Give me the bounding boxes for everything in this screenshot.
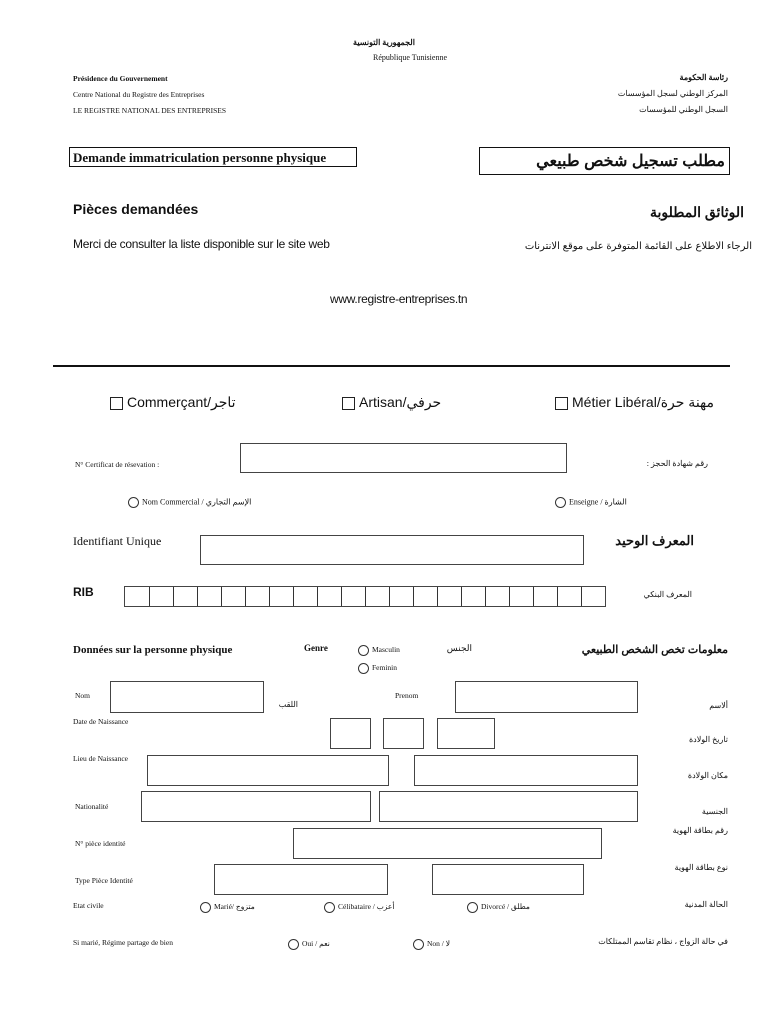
genre-label-ar: الجنس — [446, 643, 472, 653]
checkbox-commercant[interactable] — [110, 397, 123, 410]
checkbox-liberal[interactable] — [555, 397, 568, 410]
nationalite-ar-input[interactable] — [379, 791, 638, 822]
radio-enseigne-label: Enseigne / الشارة — [569, 497, 627, 507]
radio-divorce-circle[interactable] — [467, 902, 478, 913]
date-month-input[interactable] — [383, 718, 424, 749]
activity-artisan[interactable] — [342, 394, 441, 411]
reservation-label-ar: رقم شهادة الحجز : — [646, 459, 708, 468]
nom-input[interactable] — [110, 681, 264, 713]
regime-label: Si marié, Régime partage de bien — [73, 938, 173, 947]
reservation-number-input[interactable] — [240, 443, 567, 473]
title-fr-box: Demande immatriculation personne physique — [69, 147, 357, 167]
radio-masculin-circle[interactable] — [358, 645, 369, 656]
rib-digit-cell[interactable] — [317, 587, 342, 606]
rib-digit-cell[interactable] — [341, 587, 366, 606]
type-piece-fr-input[interactable] — [214, 864, 388, 895]
checkbox-artisan[interactable] — [342, 397, 355, 410]
header-country-ar: الجمهورية التونسية — [353, 38, 415, 47]
date-year-input[interactable] — [437, 718, 495, 749]
header-left-line-1: Présidence du Gouvernement — [73, 74, 168, 83]
pieces-heading-ar: الوثائق المطلوبة — [649, 204, 744, 220]
etat-civile-label-ar: الحالة المدنية — [684, 900, 728, 909]
radio-nom-commercial[interactable] — [128, 497, 251, 508]
radio-enseigne[interactable] — [555, 497, 627, 508]
pieces-text-ar: الرجاء الاطلاع على القائمة المتوفرة على موقع الانترنات — [524, 241, 752, 252]
rib-digit-cell[interactable] — [461, 587, 486, 606]
header-right-line-1: رئاسة الحكومة — [679, 73, 728, 82]
nom-label-ar: اللقب — [278, 700, 298, 709]
prenom-label: Prenom — [395, 691, 419, 700]
date-naissance-label-ar: تاريخ الولادة — [688, 735, 728, 744]
prenom-label-ar: ألاسم — [709, 701, 728, 710]
rib-label-ar: المعرف البنكي — [643, 590, 692, 599]
section-divider — [53, 365, 730, 367]
radio-enseigne-circle[interactable] — [555, 497, 566, 508]
header-left-line-3: LE REGISTRE NATIONAL DES ENTREPRISES — [73, 106, 227, 115]
lieu-naissance-label-ar: مكان الولادة — [687, 771, 728, 780]
identifiant-unique-input[interactable] — [200, 535, 584, 565]
radio-celibataire-label: Célibataire / أعزب — [338, 902, 395, 912]
activity-commercant[interactable] — [110, 394, 236, 411]
regime-label-ar: في حالة الزواج ، نظام تقاسم الممتلكات — [598, 937, 728, 946]
type-piece-label-ar: نوع بطاقة الهوية — [674, 863, 728, 872]
piece-identite-label-ar: رقم بطاقة الهوية — [672, 826, 728, 835]
activity-liberal-label: Métier Libéral/مهنة حرة — [572, 394, 714, 410]
personne-heading-ar: معلومات تخص الشخص الطبيعي — [581, 644, 728, 656]
type-piece-label: Type Pièce Identité — [75, 876, 133, 885]
radio-feminin-circle[interactable] — [358, 663, 369, 674]
radio-oui[interactable] — [288, 939, 330, 950]
rib-digit-cell[interactable] — [389, 587, 414, 606]
radio-non-label: Non / لا — [427, 939, 451, 949]
rib-digit-cell[interactable] — [437, 587, 462, 606]
radio-feminin-label: Feminin — [372, 663, 398, 673]
nationalite-fr-input[interactable] — [141, 791, 371, 822]
radio-oui-circle[interactable] — [288, 939, 299, 950]
nationalite-label-ar: الجنسية — [701, 807, 728, 816]
rib-digit-cell[interactable] — [269, 587, 294, 606]
genre-label-fr: Genre — [304, 643, 328, 653]
piece-identite-input[interactable] — [293, 828, 602, 859]
radio-divorce[interactable] — [467, 902, 530, 913]
radio-masculin-label: Masculin — [372, 645, 400, 655]
website-link[interactable]: www.registre-entreprises.tn — [330, 292, 468, 306]
rib-digit-cell[interactable] — [533, 587, 558, 606]
etat-civile-label: Etat civile — [73, 901, 104, 910]
radio-non-circle[interactable] — [413, 939, 424, 950]
rib-digit-cell[interactable] — [173, 587, 198, 606]
rib-digit-cell[interactable] — [413, 587, 438, 606]
activity-commercant-label: Commerçant/تاجر — [127, 394, 236, 410]
activity-liberal[interactable] — [555, 394, 714, 411]
header-right-line-3: السجل الوطني للمؤسسات — [639, 105, 728, 114]
piece-identite-label: N° pièce identité — [75, 839, 126, 848]
radio-celibataire[interactable] — [324, 902, 395, 913]
nom-label: Nom — [75, 691, 90, 700]
header-country-fr: République Tunisienne — [372, 53, 447, 62]
rib-label-fr: RIB — [73, 585, 94, 599]
radio-oui-label: Oui / نعم — [302, 939, 330, 949]
radio-divorce-label: Divorcé / مطلق — [481, 902, 530, 912]
activity-artisan-label: Artisan/حرفي — [359, 394, 442, 410]
identifiant-label-ar: المعرف الوحيد — [615, 533, 694, 548]
rib-digit-cell[interactable] — [365, 587, 390, 606]
date-day-input[interactable] — [330, 718, 371, 749]
type-piece-ar-input[interactable] — [432, 864, 584, 895]
date-naissance-label: Date de Naissance — [73, 717, 129, 726]
radio-feminin[interactable] — [358, 663, 397, 674]
lieu-naissance-ar-input[interactable] — [414, 755, 638, 786]
rib-input[interactable] — [124, 586, 606, 607]
rib-digit-cell[interactable] — [293, 587, 318, 606]
radio-masculin[interactable] — [358, 645, 400, 656]
radio-nom-commercial-circle[interactable] — [128, 497, 139, 508]
rib-digit-cell[interactable] — [245, 587, 270, 606]
reservation-label-fr: N° Certificat de résevation : — [75, 460, 160, 469]
prenom-input[interactable] — [455, 681, 638, 713]
lieu-naissance-label: Lieu de Naissance — [73, 754, 128, 763]
rib-digit-cell[interactable] — [509, 587, 534, 606]
radio-marie[interactable] — [200, 902, 255, 913]
rib-digit-cell[interactable] — [149, 587, 174, 606]
nationalite-label: Nationalité — [75, 802, 109, 811]
header-right-line-2: المركز الوطني لسجل المؤسسات — [617, 89, 728, 98]
pieces-text-fr: Merci de consulter la liste disponible sur le site web — [73, 237, 330, 251]
rib-digit-cell[interactable] — [485, 587, 510, 606]
lieu-naissance-fr-input[interactable] — [147, 755, 389, 786]
pieces-heading-fr: Pièces demandées — [73, 201, 199, 217]
personne-heading-fr: Données sur la personne physique — [73, 644, 233, 656]
rib-digit-cell[interactable] — [125, 587, 150, 606]
radio-celibataire-circle[interactable] — [324, 902, 335, 913]
radio-nom-commercial-label: Nom Commercial / الإسم التجاري — [142, 497, 252, 507]
radio-marie-circle[interactable] — [200, 902, 211, 913]
title-ar-box: مطلب تسجيل شخص طبيعي — [479, 147, 730, 175]
radio-non[interactable] — [413, 939, 450, 950]
rib-digit-cell[interactable] — [557, 587, 582, 606]
rib-digit-cell[interactable] — [221, 587, 246, 606]
radio-marie-label: Marié/ متزوج — [214, 902, 255, 912]
header-left-line-2: Centre National du Registre des Entreprises — [73, 90, 205, 99]
identifiant-label-fr: Identifiant Unique — [73, 534, 162, 548]
rib-digit-cell[interactable] — [197, 587, 222, 606]
